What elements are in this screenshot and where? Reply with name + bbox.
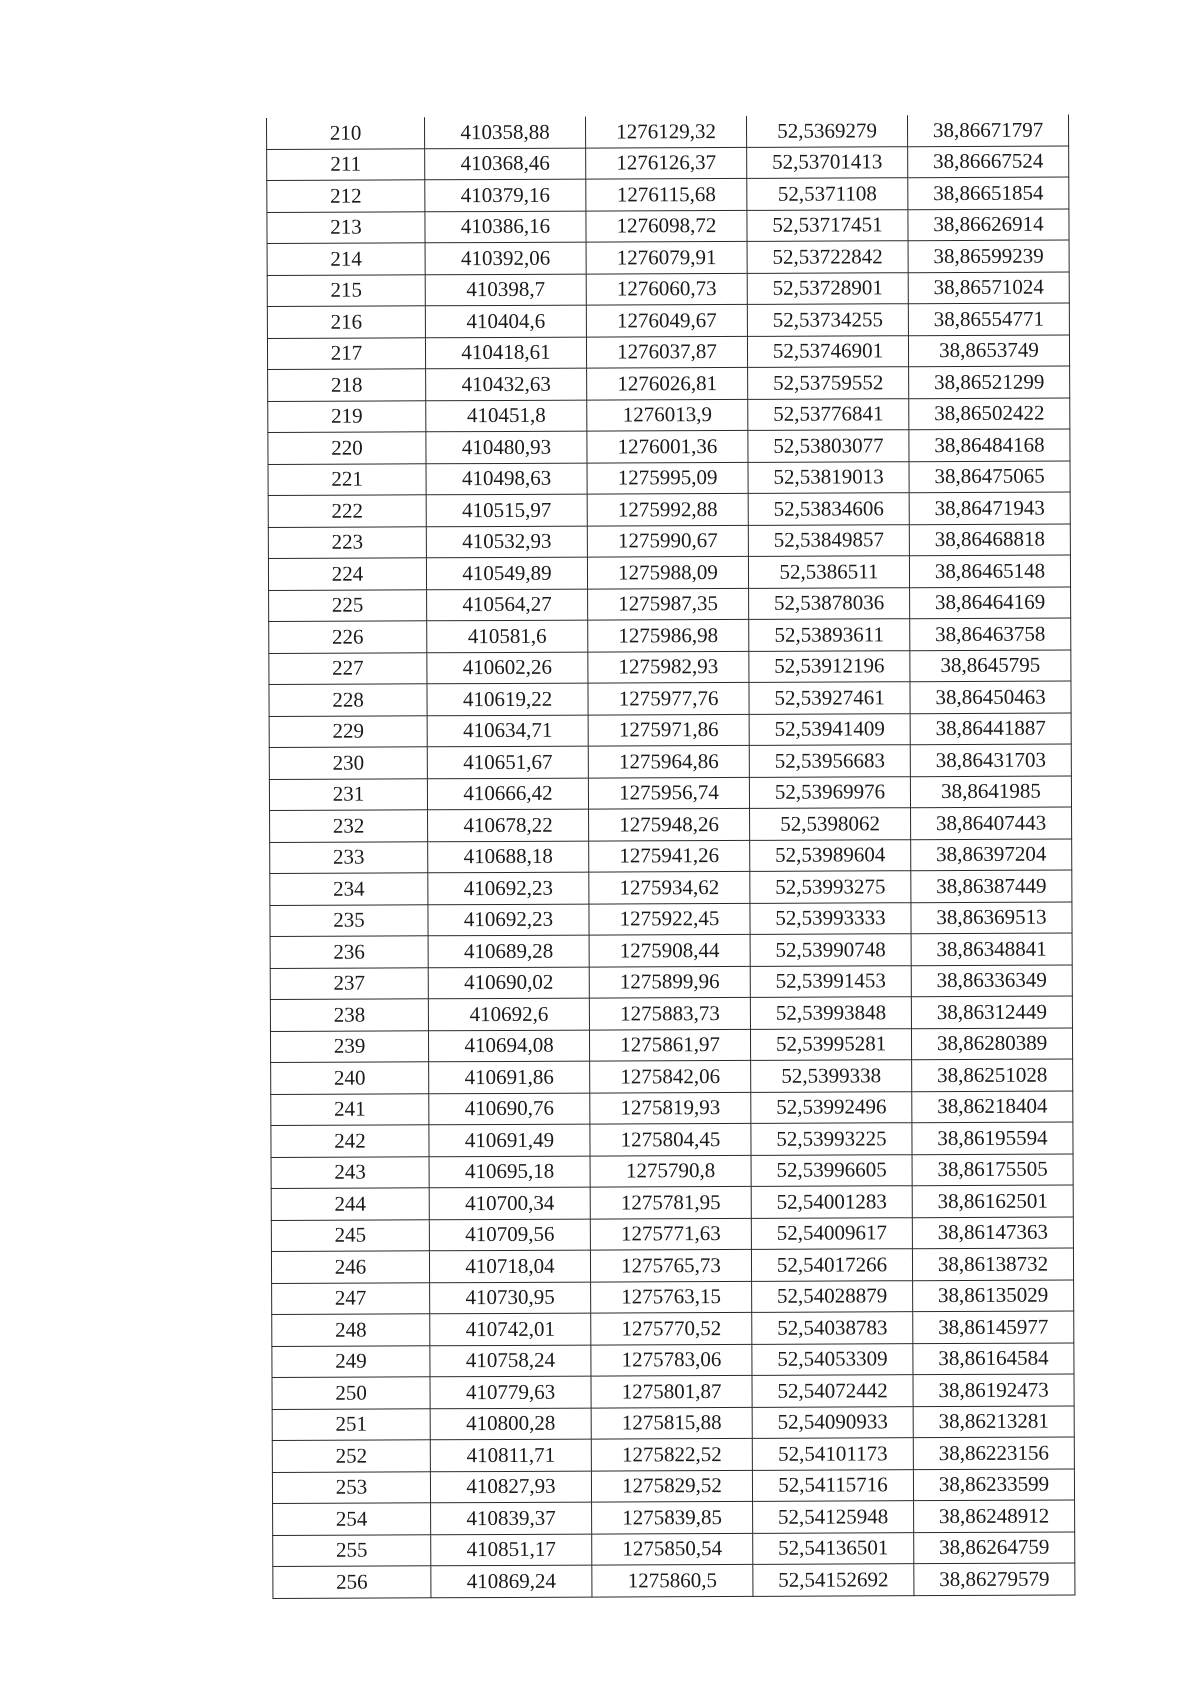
x-coordinate-cell: 410695,18 <box>429 1156 590 1188</box>
point-number-cell: 226 <box>269 621 427 653</box>
longitude-cell: 38,86471943 <box>909 492 1070 524</box>
longitude-cell: 38,86468818 <box>909 523 1070 555</box>
x-coordinate-cell: 410692,6 <box>428 998 589 1030</box>
table-row <box>268 366 1070 401</box>
point-number-cell: 229 <box>269 715 427 747</box>
y-coordinate-cell: 1275815,88 <box>591 1407 752 1439</box>
point-number-cell: 232 <box>270 810 428 842</box>
longitude-cell: 38,86223156 <box>913 1437 1074 1469</box>
table-row <box>272 1342 1074 1377</box>
latitude-cell: 52,54001283 <box>751 1186 912 1218</box>
x-coordinate-cell: 410386,16 <box>425 211 586 243</box>
x-coordinate-cell: 410398,7 <box>425 274 586 306</box>
point-number-cell: 236 <box>270 936 428 968</box>
table-row <box>271 1185 1073 1220</box>
point-number-cell: 252 <box>272 1440 430 1472</box>
longitude-cell: 38,86348841 <box>911 933 1072 965</box>
y-coordinate-cell: 1275822,52 <box>591 1438 752 1470</box>
longitude-cell: 38,86431703 <box>910 744 1071 776</box>
table-row <box>269 649 1071 684</box>
x-coordinate-cell: 410619,22 <box>427 683 588 715</box>
latitude-cell: 52,53991453 <box>750 965 911 997</box>
table-row <box>267 177 1069 212</box>
y-coordinate-cell: 1275790,8 <box>590 1155 751 1187</box>
coordinates-table-body <box>267 114 1075 1597</box>
latitude-cell: 52,53990748 <box>750 934 911 966</box>
table-row <box>273 1531 1075 1566</box>
table-row <box>270 933 1072 968</box>
y-coordinate-cell: 1275765,73 <box>590 1249 751 1281</box>
table-row <box>271 1059 1073 1094</box>
y-coordinate-cell: 1275842,06 <box>590 1060 751 1092</box>
y-coordinate-cell: 1275771,63 <box>590 1218 751 1250</box>
latitude-cell: 52,54009617 <box>751 1217 912 1249</box>
point-number-cell: 218 <box>268 369 426 401</box>
x-coordinate-cell: 410379,16 <box>425 179 586 211</box>
latitude-cell: 52,53989604 <box>750 839 911 871</box>
x-coordinate-cell: 410779,63 <box>430 1376 591 1408</box>
point-number-cell: 243 <box>271 1156 429 1188</box>
point-number-cell: 214 <box>267 243 425 275</box>
point-number-cell: 216 <box>267 306 425 338</box>
y-coordinate-cell: 1275990,67 <box>587 525 748 557</box>
table-row <box>271 1153 1073 1188</box>
table-row <box>268 492 1070 527</box>
longitude-cell: 38,86218404 <box>912 1090 1073 1122</box>
y-coordinate-cell: 1275986,98 <box>588 619 749 651</box>
x-coordinate-cell: 410404,6 <box>425 305 586 337</box>
latitude-cell: 52,54125948 <box>753 1501 914 1533</box>
point-number-cell: 237 <box>270 967 428 999</box>
latitude-cell: 52,53992496 <box>751 1091 912 1123</box>
longitude-cell: 38,86599239 <box>908 240 1069 272</box>
longitude-cell: 38,86138732 <box>912 1248 1073 1280</box>
longitude-cell: 38,86336349 <box>911 964 1072 996</box>
latitude-cell: 52,54101173 <box>752 1438 913 1470</box>
point-number-cell: 220 <box>268 432 426 464</box>
y-coordinate-cell: 1275819,93 <box>590 1092 751 1124</box>
x-coordinate-cell: 410581,6 <box>427 620 588 652</box>
y-coordinate-cell: 1275860,5 <box>592 1564 753 1596</box>
latitude-cell: 52,53878036 <box>749 587 910 619</box>
latitude-cell: 52,53993275 <box>750 871 911 903</box>
point-number-cell: 254 <box>273 1503 431 1535</box>
longitude-cell: 38,86521299 <box>909 366 1070 398</box>
y-coordinate-cell: 1275783,06 <box>591 1344 752 1376</box>
point-number-cell: 247 <box>272 1282 430 1314</box>
point-number-cell: 211 <box>267 148 425 180</box>
longitude-cell: 38,86502422 <box>909 397 1070 429</box>
latitude-cell: 52,54072442 <box>752 1375 913 1407</box>
latitude-cell: 52,53746901 <box>747 335 908 367</box>
latitude-cell: 52,53893611 <box>749 619 910 651</box>
longitude-cell: 38,86671797 <box>907 114 1068 146</box>
table-row <box>269 681 1071 716</box>
x-coordinate-cell: 410691,49 <box>429 1124 590 1156</box>
longitude-cell: 38,86264759 <box>914 1531 1075 1563</box>
longitude-cell: 38,86192473 <box>913 1374 1074 1406</box>
x-coordinate-cell: 410851,17 <box>431 1534 592 1566</box>
longitude-cell: 38,86251028 <box>912 1059 1073 1091</box>
latitude-cell: 52,53995281 <box>750 1028 911 1060</box>
longitude-cell: 38,86162501 <box>912 1185 1073 1217</box>
point-number-cell: 244 <box>271 1188 429 1220</box>
y-coordinate-cell: 1275964,86 <box>588 745 749 777</box>
x-coordinate-cell: 410688,18 <box>428 841 589 873</box>
table-row <box>268 397 1070 432</box>
x-coordinate-cell: 410742,01 <box>430 1313 591 1345</box>
latitude-cell: 52,53759552 <box>748 367 909 399</box>
longitude-cell: 38,86175505 <box>912 1153 1073 1185</box>
latitude-cell: 52,53996605 <box>751 1154 912 1186</box>
point-number-cell: 249 <box>272 1345 430 1377</box>
latitude-cell: 52,54017266 <box>751 1249 912 1281</box>
y-coordinate-cell: 1275956,74 <box>588 777 749 809</box>
table-row <box>270 838 1072 873</box>
longitude-cell: 38,86484168 <box>909 429 1070 461</box>
y-coordinate-cell: 1276129,32 <box>585 116 746 148</box>
longitude-cell: 38,86312449 <box>911 996 1072 1028</box>
y-coordinate-cell: 1275977,76 <box>588 682 749 714</box>
table-row <box>267 208 1069 243</box>
y-coordinate-cell: 1276026,81 <box>587 367 748 399</box>
table-row <box>267 240 1069 275</box>
point-number-cell: 245 <box>271 1219 429 1251</box>
y-coordinate-cell: 1275781,95 <box>590 1186 751 1218</box>
y-coordinate-cell: 1275804,45 <box>590 1123 751 1155</box>
table-row <box>269 618 1071 653</box>
table-row <box>270 996 1072 1031</box>
table-row <box>272 1279 1074 1314</box>
point-number-cell: 248 <box>272 1314 430 1346</box>
point-number-cell: 241 <box>271 1093 429 1125</box>
latitude-cell: 52,53993225 <box>751 1123 912 1155</box>
longitude-cell: 38,86279579 <box>914 1563 1075 1595</box>
longitude-cell: 38,86369513 <box>911 901 1072 933</box>
point-number-cell: 210 <box>267 117 425 149</box>
x-coordinate-cell: 410678,22 <box>428 809 589 841</box>
point-number-cell: 219 <box>268 400 426 432</box>
table-row <box>269 586 1071 621</box>
y-coordinate-cell: 1275763,15 <box>591 1281 752 1313</box>
longitude-cell: 38,8645795 <box>910 649 1071 681</box>
latitude-cell: 52,53701413 <box>747 146 908 178</box>
x-coordinate-cell: 410498,63 <box>426 463 587 495</box>
point-number-cell: 255 <box>273 1534 431 1566</box>
table-row <box>269 775 1071 810</box>
y-coordinate-cell: 1275982,93 <box>588 651 749 683</box>
y-coordinate-cell: 1275861,97 <box>589 1029 750 1061</box>
point-number-cell: 251 <box>272 1408 430 1440</box>
y-coordinate-cell: 1276098,72 <box>586 210 747 242</box>
latitude-cell: 52,53722842 <box>747 241 908 273</box>
table-row <box>273 1500 1075 1535</box>
point-number-cell: 228 <box>269 684 427 716</box>
point-number-cell: 217 <box>267 337 425 369</box>
y-coordinate-cell: 1276126,37 <box>586 147 747 179</box>
table-row <box>268 460 1070 495</box>
longitude-cell: 38,86213281 <box>913 1405 1074 1437</box>
y-coordinate-cell: 1275987,35 <box>588 588 749 620</box>
x-coordinate-cell: 410549,89 <box>426 557 587 589</box>
y-coordinate-cell: 1275941,26 <box>589 840 750 872</box>
latitude-cell: 52,54028879 <box>752 1280 913 1312</box>
x-coordinate-cell: 410839,37 <box>431 1502 592 1534</box>
x-coordinate-cell: 410451,8 <box>426 400 587 432</box>
coordinates-table <box>266 114 1075 1598</box>
x-coordinate-cell: 410692,23 <box>428 872 589 904</box>
latitude-cell: 52,53776841 <box>748 398 909 430</box>
x-coordinate-cell: 410480,93 <box>426 431 587 463</box>
latitude-cell: 52,53849857 <box>748 524 909 556</box>
table-row <box>272 1437 1074 1472</box>
y-coordinate-cell: 1275839,85 <box>592 1501 753 1533</box>
latitude-cell: 52,53734255 <box>747 304 908 336</box>
y-coordinate-cell: 1276037,87 <box>586 336 747 368</box>
x-coordinate-cell: 410692,23 <box>428 904 589 936</box>
x-coordinate-cell: 410392,06 <box>425 242 586 274</box>
latitude-cell: 52,53803077 <box>748 430 909 462</box>
point-number-cell: 231 <box>269 778 427 810</box>
point-number-cell: 230 <box>269 747 427 779</box>
table-row <box>268 523 1070 558</box>
table-row <box>270 901 1072 936</box>
y-coordinate-cell: 1275829,52 <box>591 1470 752 1502</box>
longitude-cell: 38,86626914 <box>908 208 1069 240</box>
x-coordinate-cell: 410689,28 <box>428 935 589 967</box>
longitude-cell: 38,86463758 <box>910 618 1071 650</box>
latitude-cell: 52,53941409 <box>749 713 910 745</box>
point-number-cell: 234 <box>270 873 428 905</box>
latitude-cell: 52,54152692 <box>753 1564 914 1596</box>
table-row <box>272 1405 1074 1440</box>
table-row <box>270 964 1072 999</box>
longitude-cell: 38,86450463 <box>910 681 1071 713</box>
longitude-cell: 38,86164584 <box>913 1342 1074 1374</box>
latitude-cell: 52,54090933 <box>752 1406 913 1438</box>
longitude-cell: 38,86651854 <box>908 177 1069 209</box>
y-coordinate-cell: 1275971,86 <box>588 714 749 746</box>
x-coordinate-cell: 410730,95 <box>430 1282 591 1314</box>
latitude-cell: 52,53993848 <box>750 997 911 1029</box>
x-coordinate-cell: 410709,56 <box>429 1219 590 1251</box>
table-row <box>267 271 1069 306</box>
table-row <box>268 429 1070 464</box>
longitude-cell: 38,86397204 <box>911 838 1072 870</box>
point-number-cell: 212 <box>267 180 425 212</box>
table-row <box>267 114 1069 148</box>
table-row <box>270 1027 1072 1062</box>
point-number-cell: 242 <box>271 1125 429 1157</box>
latitude-cell: 52,53717451 <box>747 209 908 241</box>
latitude-cell: 52,53969976 <box>749 776 910 808</box>
longitude-cell: 38,86135029 <box>913 1279 1074 1311</box>
latitude-cell: 52,54115716 <box>752 1469 913 1501</box>
longitude-cell: 38,86407443 <box>911 807 1072 839</box>
table-row <box>270 807 1072 842</box>
latitude-cell: 52,53912196 <box>749 650 910 682</box>
y-coordinate-cell: 1275899,96 <box>589 966 750 998</box>
x-coordinate-cell: 410811,71 <box>430 1439 591 1471</box>
longitude-cell: 38,8653749 <box>908 334 1069 366</box>
latitude-cell: 52,5399338 <box>751 1060 912 1092</box>
y-coordinate-cell: 1275922,45 <box>589 903 750 935</box>
table-row <box>270 870 1072 905</box>
table-row <box>267 334 1069 369</box>
point-number-cell: 250 <box>272 1377 430 1409</box>
x-coordinate-cell: 410358,88 <box>424 117 585 149</box>
point-number-cell: 215 <box>267 274 425 306</box>
x-coordinate-cell: 410634,71 <box>427 715 588 747</box>
x-coordinate-cell: 410418,61 <box>425 337 586 369</box>
x-coordinate-cell: 410564,27 <box>427 589 588 621</box>
longitude-cell: 38,86464169 <box>910 586 1071 618</box>
x-coordinate-cell: 410532,93 <box>426 526 587 558</box>
y-coordinate-cell: 1275908,44 <box>589 934 750 966</box>
point-number-cell: 224 <box>268 558 426 590</box>
table-row <box>271 1122 1073 1157</box>
latitude-cell: 52,53927461 <box>749 682 910 714</box>
table-row <box>267 145 1069 180</box>
latitude-cell: 52,53993333 <box>750 902 911 934</box>
y-coordinate-cell: 1275850,54 <box>592 1533 753 1565</box>
x-coordinate-cell: 410800,28 <box>430 1408 591 1440</box>
table-row <box>272 1374 1074 1409</box>
y-coordinate-cell: 1276013,9 <box>587 399 748 431</box>
x-coordinate-cell: 410718,04 <box>429 1250 590 1282</box>
x-coordinate-cell: 410515,97 <box>426 494 587 526</box>
point-number-cell: 227 <box>269 652 427 684</box>
y-coordinate-cell: 1276060,73 <box>586 273 747 305</box>
table-row <box>272 1311 1074 1346</box>
y-coordinate-cell: 1275934,62 <box>589 871 750 903</box>
x-coordinate-cell: 410694,08 <box>428 1030 589 1062</box>
longitude-cell: 38,86667524 <box>908 145 1069 177</box>
x-coordinate-cell: 410690,02 <box>428 967 589 999</box>
longitude-cell: 38,86465148 <box>909 555 1070 587</box>
x-coordinate-cell: 410690,76 <box>429 1093 590 1125</box>
x-coordinate-cell: 410368,46 <box>425 148 586 180</box>
point-number-cell: 240 <box>271 1062 429 1094</box>
point-number-cell: 223 <box>268 526 426 558</box>
x-coordinate-cell: 410602,26 <box>427 652 588 684</box>
x-coordinate-cell: 410691,86 <box>429 1061 590 1093</box>
y-coordinate-cell: 1276049,67 <box>586 304 747 336</box>
latitude-cell: 52,53819013 <box>748 461 909 493</box>
latitude-cell: 52,5398062 <box>750 808 911 840</box>
longitude-cell: 38,86248912 <box>914 1500 1075 1532</box>
y-coordinate-cell: 1275883,73 <box>589 997 750 1029</box>
x-coordinate-cell: 410700,34 <box>429 1187 590 1219</box>
table-row <box>273 1563 1075 1598</box>
latitude-cell: 52,54053309 <box>752 1343 913 1375</box>
longitude-cell: 38,86571024 <box>908 271 1069 303</box>
table-row <box>271 1248 1073 1283</box>
y-coordinate-cell: 1275988,09 <box>587 556 748 588</box>
table-row <box>267 303 1069 338</box>
y-coordinate-cell: 1276079,91 <box>586 241 747 273</box>
point-number-cell: 221 <box>268 463 426 495</box>
latitude-cell: 52,53956683 <box>749 745 910 777</box>
x-coordinate-cell: 410758,24 <box>430 1345 591 1377</box>
latitude-cell: 52,5371108 <box>747 178 908 210</box>
y-coordinate-cell: 1275948,26 <box>589 808 750 840</box>
latitude-cell: 52,5386511 <box>748 556 909 588</box>
x-coordinate-cell: 410432,63 <box>426 368 587 400</box>
point-number-cell: 253 <box>272 1471 430 1503</box>
point-number-cell: 233 <box>270 841 428 873</box>
point-number-cell: 222 <box>268 495 426 527</box>
y-coordinate-cell: 1275995,09 <box>587 462 748 494</box>
longitude-cell: 38,8641985 <box>910 775 1071 807</box>
x-coordinate-cell: 410827,93 <box>430 1471 591 1503</box>
table-row <box>272 1468 1074 1503</box>
longitude-cell: 38,86147363 <box>912 1216 1073 1248</box>
y-coordinate-cell: 1276001,36 <box>587 430 748 462</box>
table-row <box>271 1090 1073 1125</box>
latitude-cell: 52,5369279 <box>746 115 907 147</box>
table-row <box>271 1216 1073 1251</box>
y-coordinate-cell: 1275770,52 <box>591 1312 752 1344</box>
point-number-cell: 225 <box>269 589 427 621</box>
table-row <box>269 712 1071 747</box>
table-row <box>268 555 1070 590</box>
latitude-cell: 52,53834606 <box>748 493 909 525</box>
longitude-cell: 38,86387449 <box>911 870 1072 902</box>
longitude-cell: 38,86280389 <box>911 1027 1072 1059</box>
x-coordinate-cell: 410651,67 <box>427 746 588 778</box>
y-coordinate-cell: 1276115,68 <box>586 178 747 210</box>
y-coordinate-cell: 1275801,87 <box>591 1375 752 1407</box>
longitude-cell: 38,86195594 <box>912 1122 1073 1154</box>
longitude-cell: 38,86441887 <box>910 712 1071 744</box>
point-number-cell: 246 <box>271 1251 429 1283</box>
point-number-cell: 256 <box>273 1566 431 1598</box>
point-number-cell: 213 <box>267 211 425 243</box>
longitude-cell: 38,86554771 <box>908 303 1069 335</box>
latitude-cell: 52,54136501 <box>753 1532 914 1564</box>
point-number-cell: 239 <box>270 1030 428 1062</box>
latitude-cell: 52,54038783 <box>752 1312 913 1344</box>
longitude-cell: 38,86145977 <box>913 1311 1074 1343</box>
longitude-cell: 38,86475065 <box>909 460 1070 492</box>
table-row <box>269 744 1071 779</box>
y-coordinate-cell: 1275992,88 <box>587 493 748 525</box>
x-coordinate-cell: 410666,42 <box>427 778 588 810</box>
latitude-cell: 52,53728901 <box>747 272 908 304</box>
point-number-cell: 235 <box>270 904 428 936</box>
x-coordinate-cell: 410869,24 <box>431 1565 592 1597</box>
point-number-cell: 238 <box>270 999 428 1031</box>
longitude-cell: 38,86233599 <box>913 1468 1074 1500</box>
